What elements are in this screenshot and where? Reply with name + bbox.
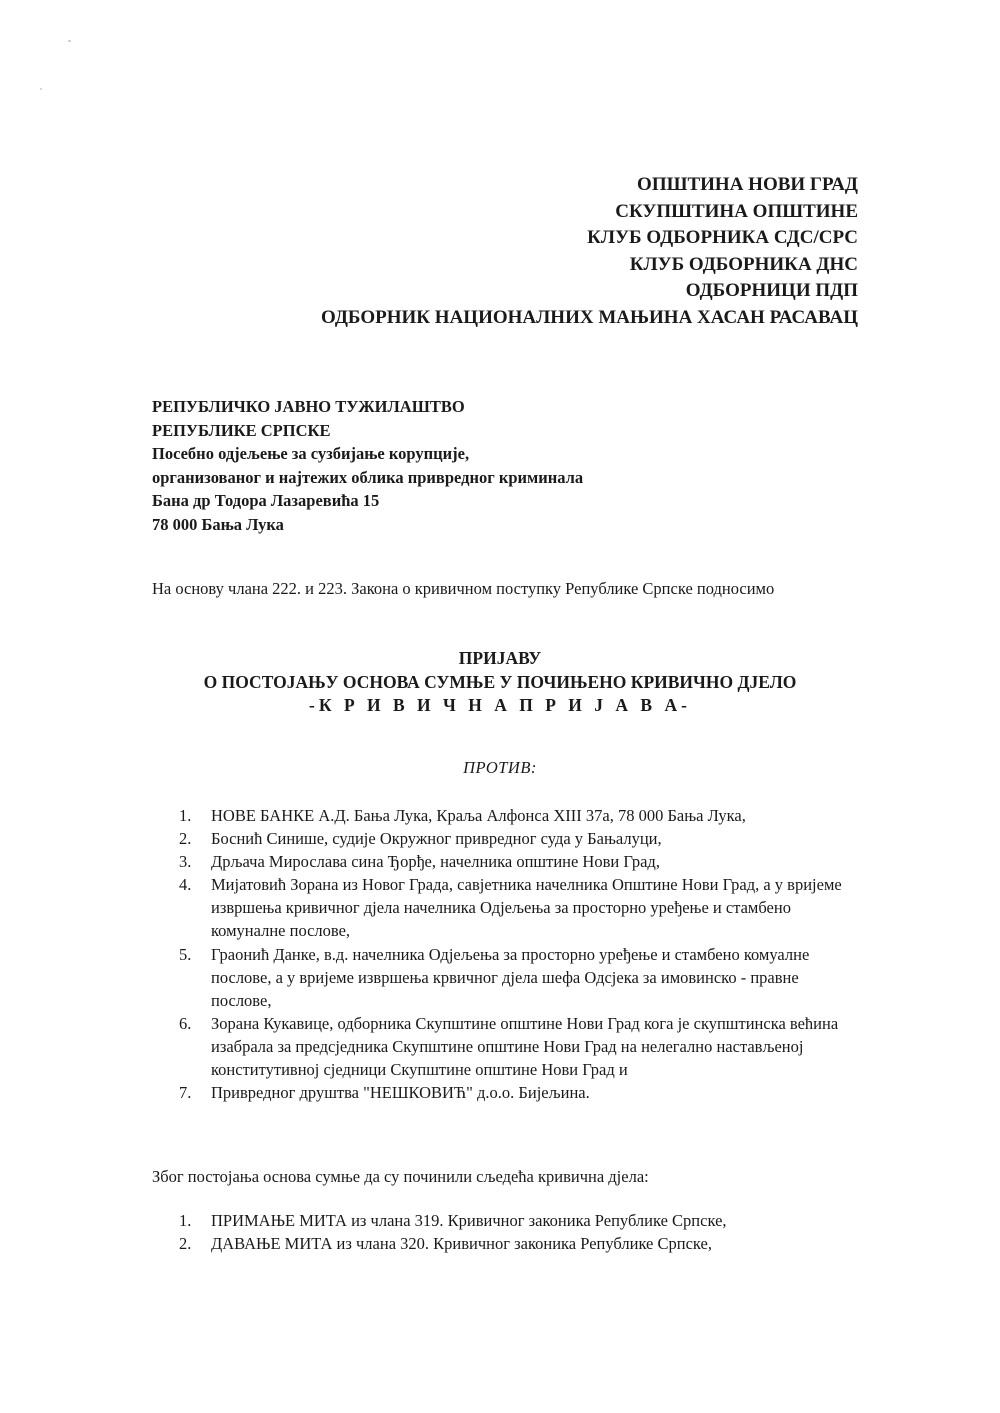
list-item — [175, 1232, 855, 1255]
item-number: 7. — [179, 1083, 192, 1103]
sender-line: ОПШТИНА НОВИ ГРАД — [637, 174, 858, 195]
list-item — [175, 873, 855, 942]
list-item — [175, 827, 855, 850]
item-text: Зорана Кукавице, одборника Скупштине општине Нови Град кога је скупштинска већина изабрала за предсједника Скупштине општине Нови Град на нелегално настављеној конститутивној сједници Скупштине општине Нови Град и — [211, 1013, 839, 1080]
recipient-line: Бана др Тодора Лазаревића 15 — [152, 491, 380, 510]
list-item — [175, 1012, 855, 1081]
scan-speck — [68, 40, 71, 42]
sender-line: КЛУБ ОДБОРНИКА СДС/СРС — [587, 227, 858, 248]
item-text: ДАВАЊЕ МИТА из члана 320. Кривичног законика Републике Српске, — [211, 1234, 712, 1254]
item-number: 2. — [179, 829, 192, 849]
item-text: Мијатовић Зорана из Новог Града, савјетника начелника Општине Нови Град, а у вријеме извршења кривичног дјела начелника Одјељења за просторно уређење и стамбено комуналне послове, — [211, 875, 842, 941]
intro-paragraph: На основу члана 222. и 223. Закона о кривичном поступку Републике Српске подносимо — [152, 579, 775, 598]
item-text: Боснић Синише, судије Окружног привредног суда у Бањалуци, — [211, 829, 662, 849]
item-text: ПРИМАЊЕ МИТА из члана 319. Кривичног законика Републике Српске, — [211, 1211, 727, 1230]
recipient-address — [152, 395, 583, 536]
item-text: НОВЕ БАНКЕ А.Д. Бања Лука, Краља Алфонса XIII 37а, 78 000 Бања Лука, — [211, 806, 746, 825]
recipient-line: Посебно одјељење за сузбијање корупције, — [152, 444, 470, 463]
sender-line: ОДБОРНИК НАЦИОНАЛНИХ МАЊИНА ХАСАН РАСАВАЦ — [321, 306, 858, 328]
item-number: 1. — [179, 1211, 192, 1230]
list-item — [175, 1081, 855, 1104]
recipient-line: организованог и најтежих облика привредног криминала — [152, 467, 584, 487]
item-number: 3. — [179, 852, 192, 872]
item-text: Привредног друштва "НЕШКОВИЋ" д.о.о. Бијељина. — [211, 1083, 590, 1103]
list-item — [175, 1209, 855, 1232]
recipient-line: РЕПУБЛИЧКО ЈАВНО ТУЖИЛАШТВО — [152, 397, 465, 416]
sender-line: КЛУБ ОДБОРНИКА ДНС — [629, 253, 858, 275]
item-text: Дрљача Мирослава сина Ђорђе, начелника општине Нови Град, — [211, 852, 660, 872]
document-title — [140, 647, 860, 718]
item-number: 6. — [179, 1013, 192, 1033]
title-line: ПРИЈАВУ — [458, 648, 542, 668]
recipient-line: РЕПУБЛИКЕ СРПСКЕ — [152, 420, 331, 440]
title-subtitle: -К Р И В И Ч Н А П Р И Ј А В А- — [309, 695, 691, 715]
item-text: Граонић Данке, в.д. начелника Одјељења за просторно уређење и стамбено комуалне послове, а у вријеме извршења крвичног дјела шефа Одсјека за имовинско - правне послове, — [211, 944, 810, 1010]
list-item — [175, 850, 855, 873]
sender-line: СКУПШТИНА ОПШТИНЕ — [615, 200, 858, 222]
scan-speck — [40, 88, 42, 90]
item-number: 4. — [179, 875, 192, 895]
accused-list — [175, 804, 855, 1104]
sender-block — [321, 172, 858, 331]
sender-line: ОДБОРНИЦИ ПДП — [685, 280, 858, 301]
recipient-line: 78 000 Бања Лука — [152, 514, 284, 534]
list-item — [175, 804, 855, 827]
list-item — [175, 943, 855, 1012]
against-heading: ПРОТИВ: — [463, 758, 537, 777]
item-number: 5. — [179, 944, 192, 964]
item-number: 1. — [179, 806, 192, 825]
grounds-paragraph: Због постојања основа сумње да су починили сљедећа кривична дјела: — [152, 1167, 649, 1186]
title-line: О ПОСТОЈАЊУ ОСНОВА СУМЊЕ У ПОЧИЊЕНО КРИВИЧНО ДЈЕЛО — [203, 671, 797, 692]
offenses-list — [175, 1209, 855, 1255]
item-number: 2. — [179, 1234, 192, 1254]
